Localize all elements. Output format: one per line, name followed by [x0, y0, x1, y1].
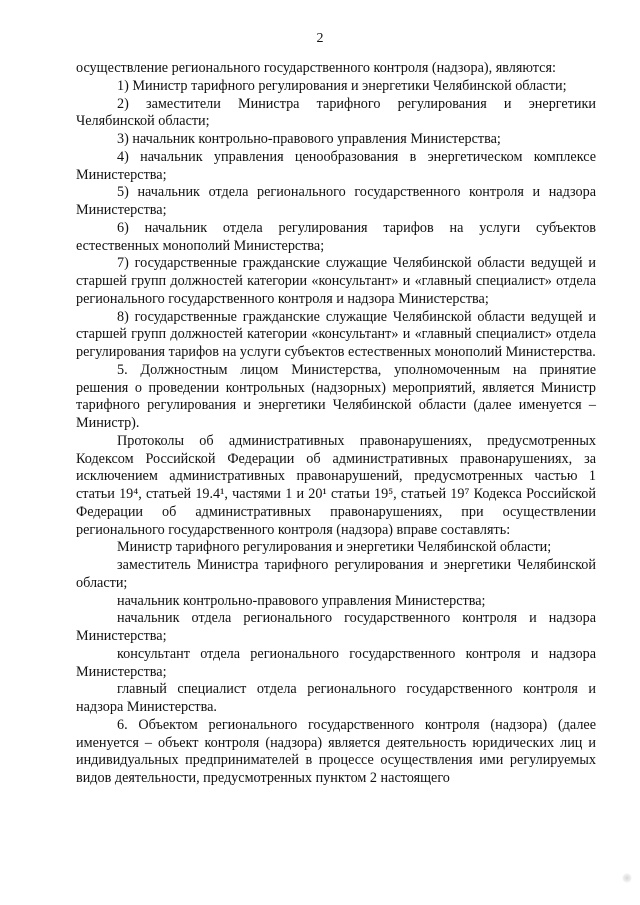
list-item-7: 7) государственные гражданские служащие Челябинской области ведущей и старшей групп должностей категории «консультант» и «главный специалист» отдела регионального государственного контроля и надзора Министерства;: [76, 255, 596, 307]
clause-5: 5. Должностным лицом Министерства, уполномоченным на принятие решения о проведении контрольных (надзорных) мероприятий, является Министр тарифного регулирования и энергетики Челябинской области (далее именуется – Министр).: [76, 361, 596, 431]
official-head-legal-control: начальник контрольно-правового управления Министерства;: [117, 592, 486, 609]
scan-speck: [622, 873, 632, 883]
clause-6: 6. Объектом регионального государственного контроля (надзора) (далее именуется – объект контроля (надзора) является деятельность юридических лиц и индивидуальных предпринимателей в процессе осуществления ими регулируемых видов деятельности, предусмотренных пунктом 2 настоящего: [76, 716, 596, 786]
list-item-6: 6) начальник отдела регулирования тарифов на услуги субъектов естественных монополий Министерства;: [76, 219, 596, 254]
official-deputy-minister: заместитель Министра тарифного регулирования и энергетики Челябинской области;: [76, 557, 596, 591]
list-item-4: 4) начальник управления ценообразования в энергетическом комплексе Министерства;: [76, 148, 596, 183]
official-consultant: консультант отдела регионального государственного контроля и надзора Министерства;: [76, 645, 596, 680]
list-item-3: 3) начальник контрольно-правового управления Министерства;: [117, 131, 501, 147]
list-item-5: 5) начальник отдела регионального государственного контроля и надзора Министерства;: [76, 184, 596, 218]
paragraph-intro: осуществление регионального государственного контроля (надзора), являются:: [76, 60, 556, 76]
list-item-1: 1) Министр тарифного регулирования и энергетики Челябинской области;: [117, 77, 567, 94]
official-chief-specialist: главный специалист отдела регионального государственного контроля и надзора Министерства.: [76, 681, 596, 715]
page-number: 2: [316, 31, 324, 46]
protocols-paragraph: Протоколы об административных правонарушениях, предусмотренных Кодексом Российской Федерации об административных правонарушениях, за исключением административных правонарушений, предусмотренных частью 1 статьи 19⁴, статьей 19.4¹, частями 1 и 20¹ статьи 19⁵, статьей 19⁷ Кодекса Российской Федерации об административных правонарушениях, при осуществлении регионального государственного контроля (надзора) вправе составлять:: [76, 432, 596, 538]
official-head-regional-control: начальник отдела регионального государственного контроля и надзора Министерства;: [76, 610, 596, 644]
official-minister: Министр тарифного регулирования и энергетики Челябинской области;: [117, 539, 552, 556]
list-item-8: 8) государственные гражданские служащие Челябинской области ведущей и старшей групп должностей категории «консультант» и «главный специалист» отдела регулирования тарифов на услуги субъектов естественных монополий Министерства.: [76, 308, 596, 360]
document-body: [76, 60, 596, 788]
list-item-2: 2) заместители Министра тарифного регулирования и энергетики Челябинской области;: [76, 95, 596, 130]
